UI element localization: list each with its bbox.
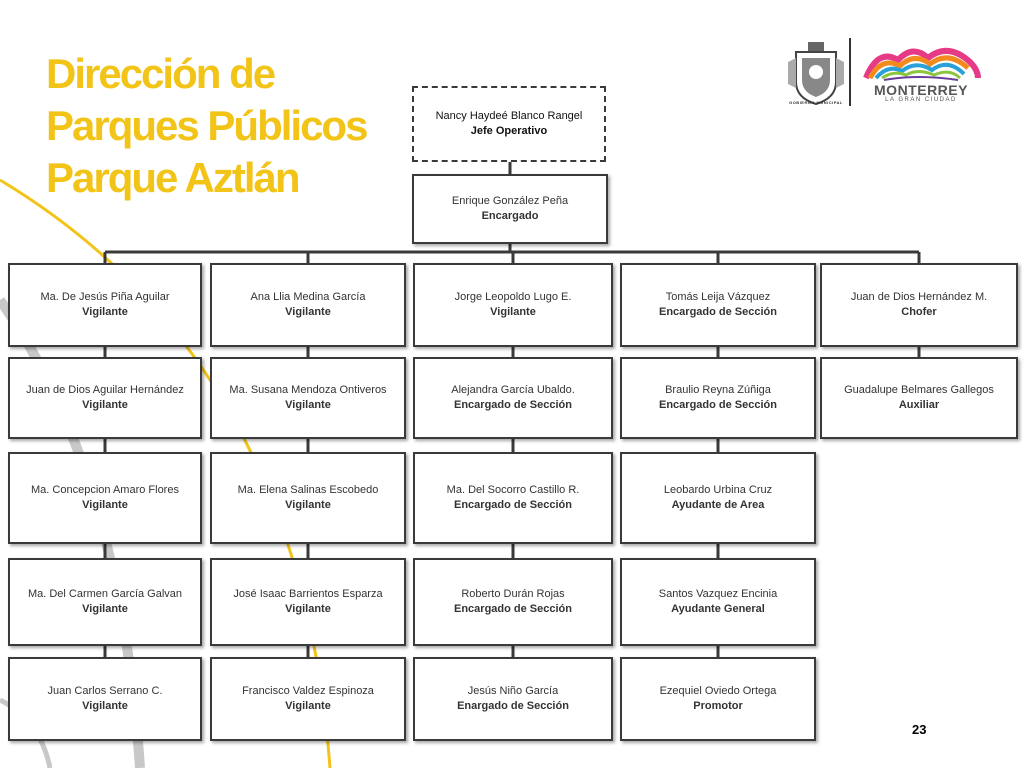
person-name: Alejandra García Ubaldo. (451, 384, 575, 396)
title-line: Parques Públicos (46, 102, 367, 149)
person-role: Jefe Operativo (470, 125, 548, 137)
person-role: Vigilante (285, 499, 331, 511)
person-name: Ma. Susana Mendoza Ontiveros (229, 384, 387, 396)
person-name: Jesús Niño García (467, 685, 559, 697)
staff-box (413, 357, 613, 439)
person-name: Enrique González Peña (451, 195, 569, 207)
person-name: Guadalupe Belmares Gallegos (844, 384, 994, 396)
person-role: Encargado de Sección (454, 603, 572, 615)
person-role: Vigilante (285, 700, 331, 712)
person-name: José Isaac Barrientos Esparza (233, 588, 383, 600)
staff-box (8, 558, 202, 646)
person-role: Enargado de Sección (457, 700, 569, 712)
person-role: Vigilante (285, 603, 331, 615)
staff-box (210, 452, 406, 544)
title-line: Parque Aztlán (46, 154, 299, 201)
person-name: Ma. Concepcion Amaro Flores (31, 484, 179, 496)
staff-box (8, 657, 202, 741)
person-name: Jorge Leopoldo Lugo E. (454, 291, 572, 303)
title-line: Dirección de (46, 50, 275, 97)
staff-box (210, 263, 406, 347)
staff-box (820, 357, 1018, 439)
person-name: Ezequiel Oviedo Ortega (659, 685, 777, 697)
person-role: Chofer (901, 306, 937, 318)
staff-box (413, 452, 613, 544)
person-role: Vigilante (285, 399, 331, 411)
person-name: Santos Vazquez Encinia (658, 588, 778, 600)
person-role: Encargado de Sección (659, 399, 777, 411)
staff-box (8, 357, 202, 439)
staff-box (620, 558, 816, 646)
person-role: Encargado de Sección (659, 306, 777, 318)
page-number: 23 (912, 722, 927, 737)
staff-box (620, 452, 816, 544)
staff-box (620, 657, 816, 741)
person-role: Vigilante (490, 306, 536, 318)
staff-box (210, 657, 406, 741)
person-role: Auxiliar (898, 399, 940, 411)
person-name: Francisco Valdez Espinoza (242, 685, 374, 697)
person-role: Vigilante (82, 603, 128, 615)
person-role: Ayudante General (671, 603, 765, 615)
person-name: Ma. De Jesús Piña Aguilar (40, 291, 170, 303)
person-role: Encargado (481, 210, 539, 222)
person-role: Vigilante (82, 700, 128, 712)
person-name: Juan Carlos Serrano C. (47, 685, 163, 697)
staff-box (210, 558, 406, 646)
person-role: Vigilante (82, 306, 128, 318)
person-name: Ma. Del Carmen García Galvan (27, 588, 183, 600)
person-role: Promotor (693, 700, 743, 712)
jefe-operativo-box (412, 86, 606, 162)
person-name: Juan de Dios Aguilar Hernández (26, 384, 184, 396)
brand-tagline: LA GRAN CIUDAD (885, 97, 957, 103)
person-name: Tomás Leija Vázquez (665, 291, 771, 303)
person-name: Roberto Durán Rojas (461, 588, 565, 600)
person-name: Leobardo Urbina Cruz (663, 484, 773, 496)
staff-box (210, 357, 406, 439)
person-role: Vigilante (285, 306, 331, 318)
person-name: Ana Llia Medina García (250, 291, 366, 303)
staff-box (8, 263, 202, 347)
staff-box (8, 452, 202, 544)
person-name: Ma. Del Socorro Castillo R. (446, 484, 580, 496)
person-role: Vigilante (82, 399, 128, 411)
person-role: Encargado de Sección (454, 499, 572, 511)
person-name: Ma. Elena Salinas Escobedo (237, 484, 379, 496)
staff-box (620, 357, 816, 439)
person-role: Ayudante de Area (671, 499, 765, 511)
staff-box (413, 558, 613, 646)
brand-name: MONTERREY (874, 82, 968, 98)
staff-box (413, 263, 613, 347)
staff-box (820, 263, 1018, 347)
municipal-caption: GOBIERNO MUNICIPAL (789, 100, 843, 105)
person-name: Nancy Haydeé Blanco Rangel (435, 110, 583, 122)
person-role: Encargado de Sección (454, 399, 572, 411)
person-name: Juan de Dios Hernández M. (850, 291, 988, 303)
staff-box (413, 657, 613, 741)
person-role: Vigilante (82, 499, 128, 511)
person-name: Braulio Reyna Zúñiga (665, 384, 771, 396)
staff-box (620, 263, 816, 347)
encargado-box (412, 174, 608, 244)
